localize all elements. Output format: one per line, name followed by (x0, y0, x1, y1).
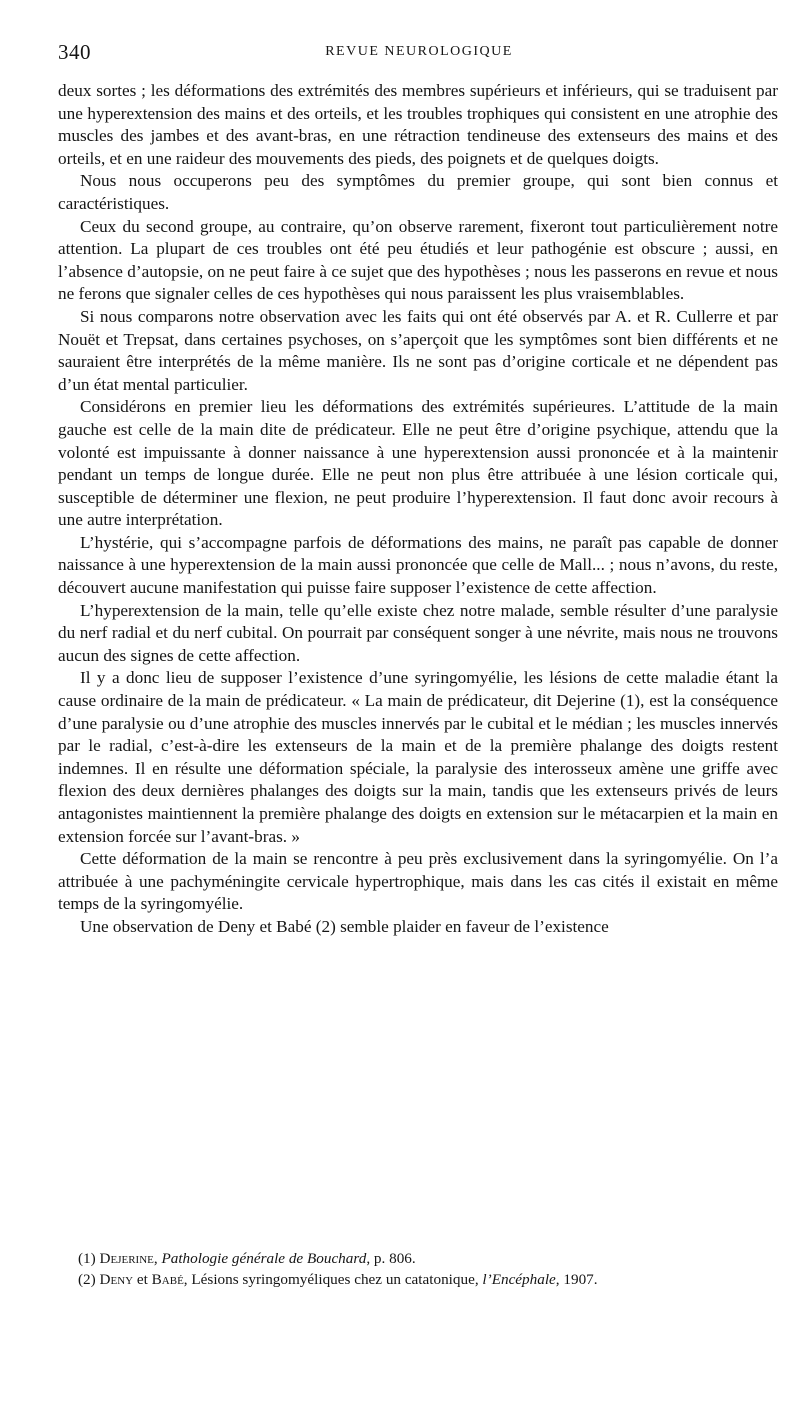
footnote-author: Dejerine (99, 1250, 154, 1267)
page-number: 340 (58, 40, 91, 64)
footnote-coauthor: Babé (151, 1271, 184, 1288)
footnote-journal: l’Encéphale (482, 1271, 556, 1288)
body-text (58, 80, 778, 939)
paragraph: Si nous comparons notre observation avec les faits qui ont été observés par A. et R. Cullerre et par Nouët et Trepsat, dans certaines psychoses, on s’aperçoit que les symptômes sont bien différents et ne sauraient être interprétés de la même manière. Ils ne sont pas d’origine corticale et ne dépendent pas d’un état mental particulier. (58, 306, 778, 394)
paragraph: Ceux du second groupe, au contraire, qu’on observe rarement, fixeront tout particulièrement notre attention. La plupart de ces troubles ont été peu étudiés et leur pathogénie est obscure ; aussi, en l’absence d’autopsie, on ne peut faire à ce sujet que des hypothèses ; nous les passerons en revue et nous ne ferons que signaler celles de ces hypothèses qui nous paraissent les plus vraisemblables. (58, 216, 778, 304)
footnote-author: Deny (99, 1271, 134, 1288)
page-header (58, 40, 780, 66)
paragraph: Une observation de Deny et Babé (2) semble plaider en faveur de l’existence (80, 916, 609, 936)
paragraph: Cette déformation de la main se rencontre à peu près exclusivement dans la syringomyélie. On l’a attribuée à une pachyméningite cervicale hypertrophique, mais dans les cas cités il existait en même temps de la syringomyélie. (58, 849, 778, 914)
footnote-2: (2) Deny et Babé, Lésions syringomyéliques chez un catatonique, l’Encéphale, 1907. (78, 1271, 598, 1288)
paragraph: Nous nous occuperons peu des symptômes du premier groupe, qui sont bien connus et caractéristiques. (58, 171, 778, 213)
footnote-joiner: et (136, 1271, 148, 1288)
running-title: REVUE NEUROLOGIQUE (325, 44, 513, 59)
footnote-mark: (1) (78, 1250, 96, 1267)
paragraph: deux sortes ; les déformations des extrémités des membres supérieurs et inférieurs, qui se traduisent par une hyperextension des mains et des orteils, et les troubles trophiques qui consistent en une atrophie des muscles des jambes et des avant-bras, en une rétraction tendineuse des extenseurs des mains et des orteils, et en une raideur des mouvements des pieds, des poignets et de quelques doigts. (58, 81, 778, 168)
paragraph: L’hystérie, qui s’accompagne parfois de déformations des mains, ne paraît pas capable de donner naissance à une hyperextension de la main aussi prononcée que celle de Mall... ; nous n’avons, du reste, découvert aucune manifestation qui puisse faire supposer l’existence de cette affection. (58, 532, 778, 598)
footnotes (58, 1248, 778, 1290)
footnote-ref: p. 806. (373, 1250, 416, 1267)
paragraph: Considérons en premier lieu les déformations des extrémités supérieures. L’attitude de la main gauche est celle de la main dite de prédicateur. Elle ne peut être d’origine psychique, attendu que la volonté est impuissante à donner naissance à une hyperextension aussi prononcée et à la maintenir pendant un temps de longue durée. Elle ne peut non plus être attribuée à une lésion corticale qui, susceptible de déterminer une flexion, ne peut produire l’hyperextension. Il faut donc avoir recours à une autre interprétation. (58, 397, 778, 530)
footnote-work: Pathologie générale de Bouchard (161, 1250, 367, 1267)
paragraph: L’hyperextension de la main, telle qu’elle existe chez notre malade, semble résulter d’une paralysie du nerf radial et du nerf cubital. On pourrait par conséquent songer à une névrite, mais nous ne trouvons aucun des signes de cette affection. (58, 600, 778, 665)
paragraph: Il y a donc lieu de supposer l’existence d’une syringomyélie, les lésions de cette maladie étant la cause ordinaire de la main de prédicateur. « La main de prédicateur, dit Dejerine (1), est la conséquence d’une paralysie ou d’une atrophie des muscles innervés par le cubital et le médian ; les muscles innervés par le radial, c’est-à-dire les extenseurs de la main et de la première phalange des doigts restent indemnes. Il en résulte une déformation spéciale, la paralysie des interosseux amène une griffe avec flexion des deux dernières phalanges des doigts sur la main, tandis que les extenseurs privés de leurs antagonistes maintiennent la première phalange des doigts en extension sur le métacarpien et la main en extension forcée sur l’avant-bras. » (58, 668, 778, 846)
footnote-title: Lésions syringomyéliques chez un catatonique, (191, 1271, 479, 1288)
footnote-mark: (2) (78, 1271, 96, 1288)
footnote-year: 1907. (563, 1271, 598, 1288)
footnote-1: (1) Dejerine, Pathologie générale de Bouchard, p. 806. (78, 1250, 416, 1267)
